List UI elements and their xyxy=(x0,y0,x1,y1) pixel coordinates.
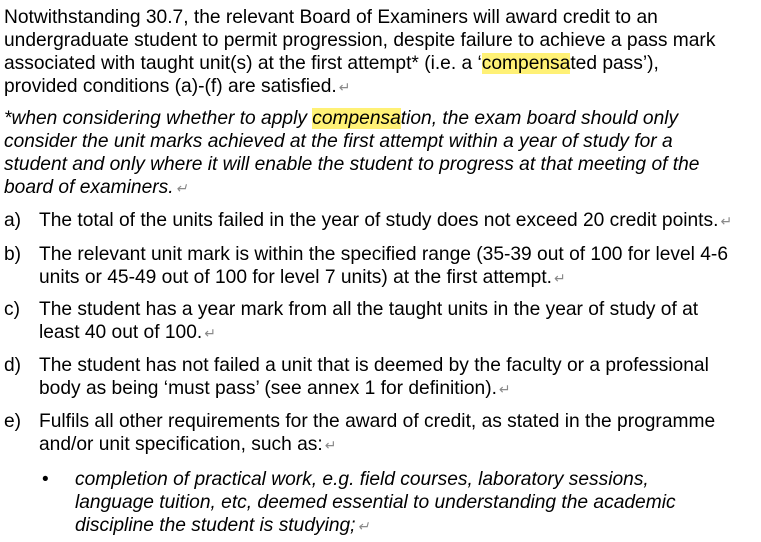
list-marker: b) xyxy=(4,244,22,265)
search-highlight: compensa xyxy=(481,53,571,74)
list-marker: a) xyxy=(4,210,22,231)
intro-line-1: Notwithstanding 30.7, the relevant Board of Examiners will award credit to an xyxy=(4,7,658,28)
list-marker: c) xyxy=(4,299,20,320)
paragraph-mark-icon: ↵ xyxy=(498,381,511,397)
footnote-line-3: student and only where it will enable the student to progress at that meeting of the xyxy=(4,154,700,175)
footnote-line-4: board of examiners. ↵ xyxy=(4,177,188,198)
intro-line-4: provided conditions (a)-(f) are satisfied. ↵ xyxy=(4,76,351,97)
paragraph-mark-icon: ↵ xyxy=(338,79,351,95)
footnote-paragraph xyxy=(4,107,699,200)
intro-line-2: undergraduate student to permit progression, despite failure to achieve a pass mark xyxy=(4,30,716,51)
list-marker: d) xyxy=(4,355,22,376)
paragraph-mark-icon: ↵ xyxy=(324,437,337,453)
paragraph-mark-icon: ↵ xyxy=(554,270,566,286)
condition-text: Fulfils all other requirements for the award of credit, as stated in the programme and/or unit specification, such as: ↵ xyxy=(39,411,716,455)
paragraph-mark-icon: ↵ xyxy=(720,213,733,229)
condition-text: The student has not failed a unit that is deemed by the faculty or a professional body as being ‘must pass’ (see annex 1 for definition). ↵ xyxy=(39,355,709,399)
footnote-line-1: *when considering whether to apply compensation, the exam board should only xyxy=(4,108,679,129)
paragraph-mark-icon: ↵ xyxy=(175,180,188,196)
paragraph-mark-icon: ↵ xyxy=(204,325,216,341)
paragraph-mark-icon: ↵ xyxy=(357,518,370,534)
condition-text: The student has a year mark from all the taught units in the year of study of at least 40 out of 100. ↵ xyxy=(39,299,699,343)
bullet-icon: • xyxy=(42,469,49,490)
intro-line-3: associated with taught unit(s) at the first attempt* (i.e. a ‘compensated pass’), xyxy=(4,53,659,74)
intro-paragraph xyxy=(4,6,715,99)
list-marker: e) xyxy=(4,411,22,432)
search-highlight: compensa xyxy=(312,108,401,129)
footnote-line-2: consider the unit marks achieved at the first attempt within a year of study for a xyxy=(4,131,673,152)
bullet-text: completion of practical work, e.g. field courses, laboratory sessions, language tuition, etc, deemed essential to understanding the academic discipline the student is studying; ↵ xyxy=(75,469,676,536)
condition-text: The relevant unit mark is within the specified range (35-39 out of 100 for level 4-6 units or 45-49 out of 100 for level 7 units) at the first attempt. ↵ xyxy=(39,244,728,288)
condition-text: The total of the units failed in the year of study does not exceed 20 credit points. ↵ xyxy=(39,210,733,231)
